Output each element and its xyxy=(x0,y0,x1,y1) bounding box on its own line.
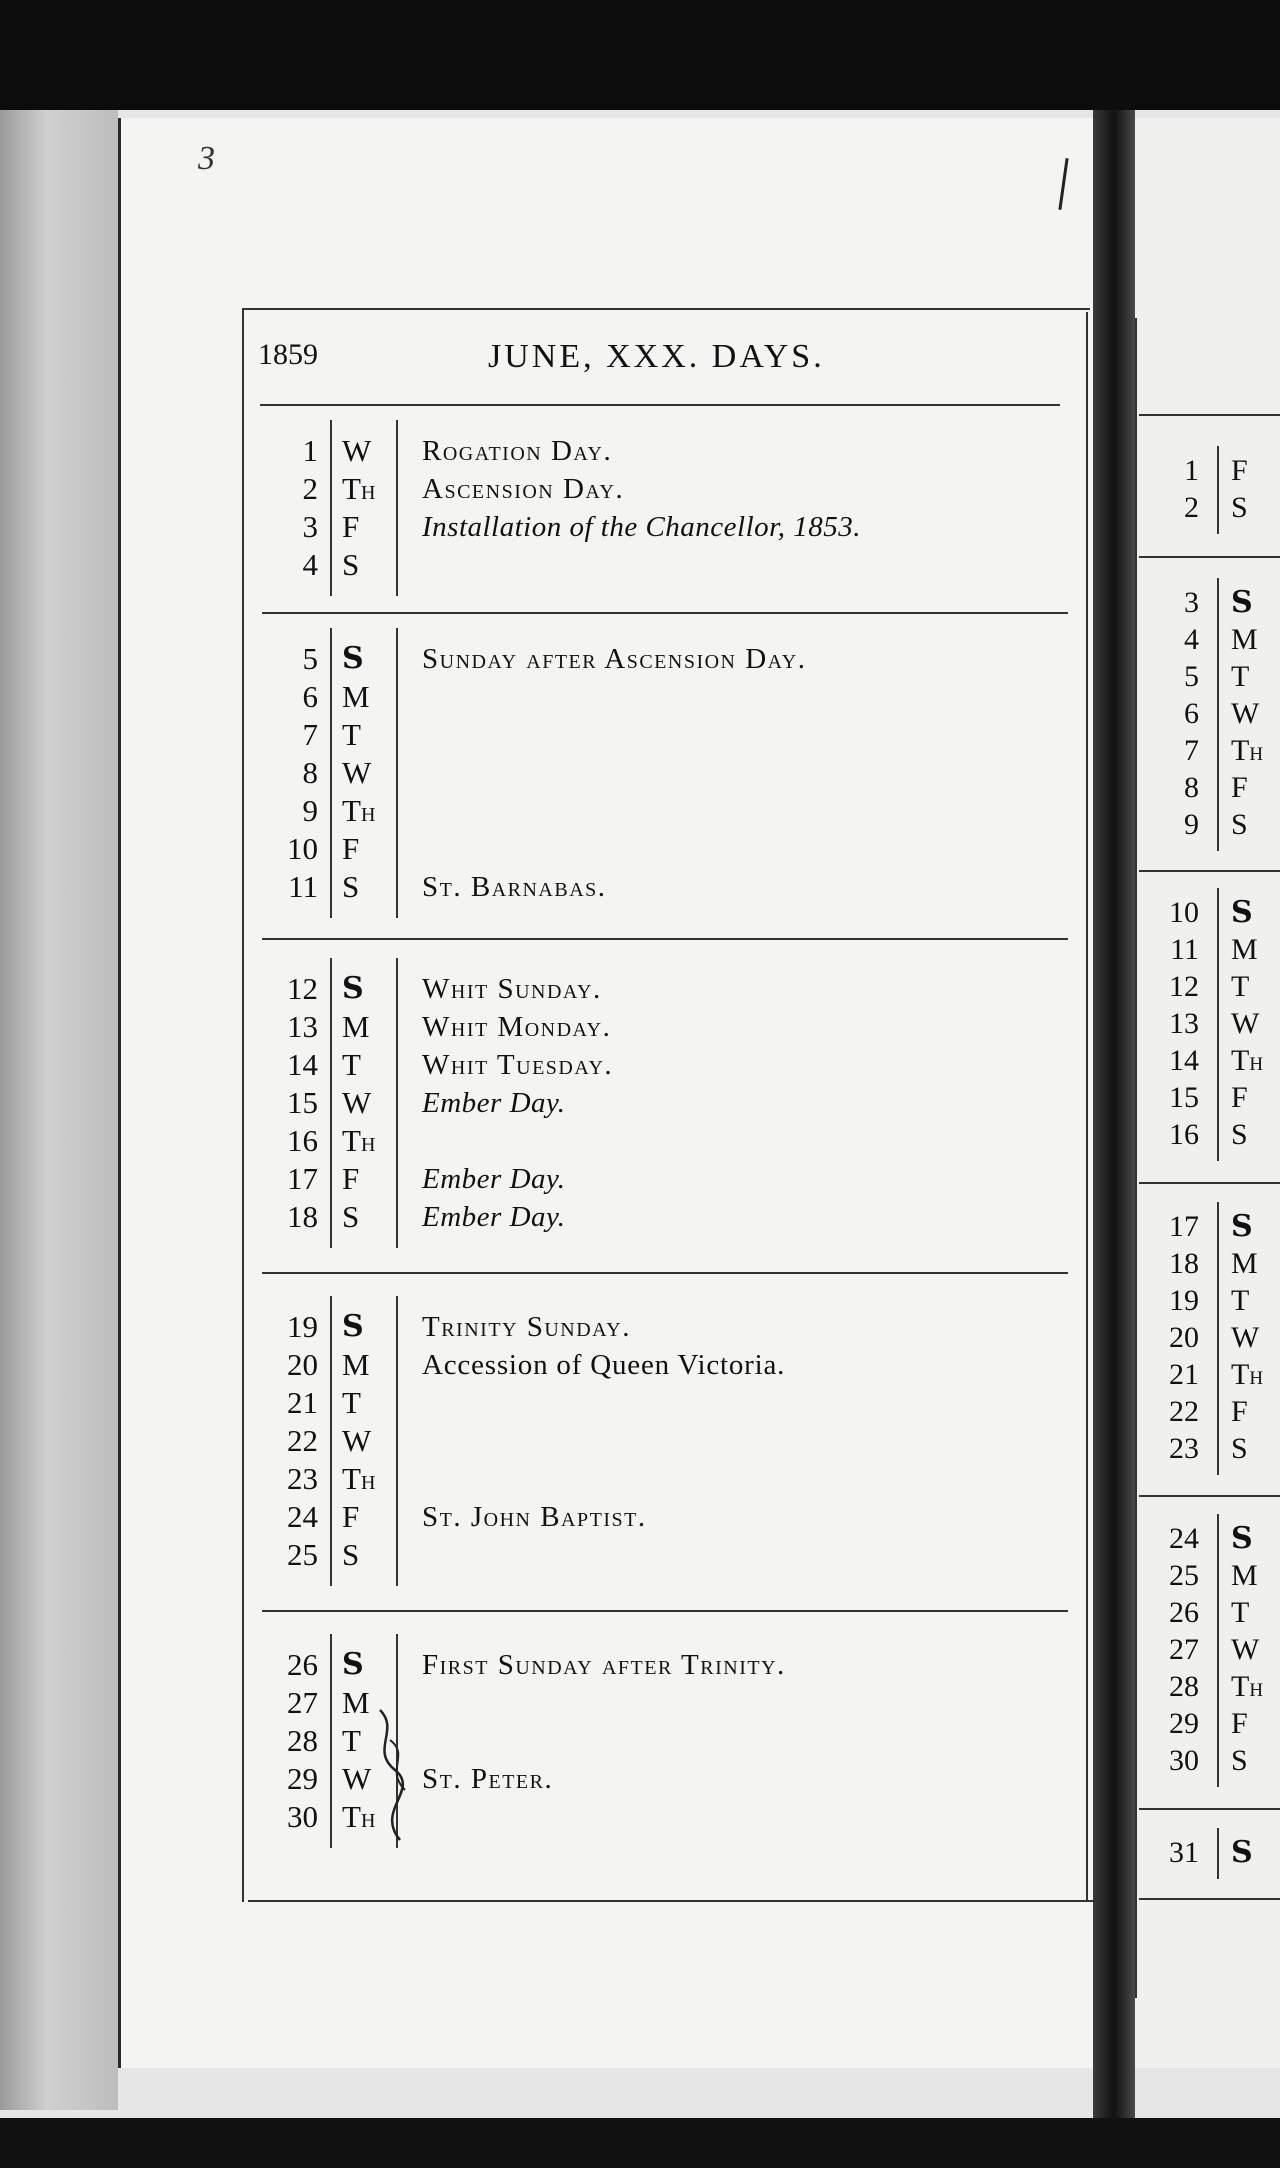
day-row xyxy=(262,1646,1068,1684)
next-page-day-row xyxy=(1135,1430,1280,1467)
day-number: 20 xyxy=(287,1347,318,1382)
day-row xyxy=(262,830,1068,868)
day-number: 8 xyxy=(1184,771,1199,804)
day-number: 5 xyxy=(302,641,318,676)
day-of-week: F xyxy=(1231,771,1248,804)
next-page-day-row xyxy=(1135,1557,1280,1594)
dow-small-cap: H xyxy=(360,804,376,826)
day-of-week: W xyxy=(342,1423,372,1458)
day-number: 25 xyxy=(287,1537,318,1572)
next-page-partial xyxy=(1135,118,1280,2068)
day-number: 24 xyxy=(1169,1522,1199,1555)
day-number: 23 xyxy=(287,1461,318,1496)
next-page-day-row xyxy=(1135,658,1280,695)
day-of-week: TH xyxy=(342,1461,376,1496)
day-of-week: S xyxy=(1231,491,1248,524)
day-row xyxy=(262,1198,1068,1236)
dow-small-cap: H xyxy=(1249,744,1264,765)
next-page-day-row xyxy=(1135,1631,1280,1668)
day-number: 23 xyxy=(1169,1432,1199,1465)
day-of-week: TH xyxy=(1231,1358,1264,1391)
next-page-day-row xyxy=(1135,1834,1280,1871)
dow-small-cap: H xyxy=(1249,1368,1264,1389)
day-of-week: T xyxy=(1231,1596,1250,1629)
day-of-week: M xyxy=(342,1009,370,1044)
next-page-day-row xyxy=(1135,1005,1280,1042)
day-observance: St. John Baptist. xyxy=(422,1501,647,1533)
day-number: 27 xyxy=(1169,1633,1199,1666)
day-number: 7 xyxy=(302,717,318,752)
day-of-week: S xyxy=(342,1537,360,1572)
handwritten-ink-mark xyxy=(360,1700,420,1850)
day-of-week: M xyxy=(1231,1559,1258,1592)
day-of-week: W xyxy=(342,755,372,790)
next-page-day-row xyxy=(1135,1393,1280,1430)
day-number: 24 xyxy=(287,1499,318,1534)
day-number: 19 xyxy=(1169,1284,1199,1317)
day-number: 25 xyxy=(1169,1559,1199,1592)
day-number: 26 xyxy=(1169,1596,1199,1629)
day-number: 6 xyxy=(1184,697,1199,730)
next-page-day-row xyxy=(1135,1356,1280,1393)
day-observance: St. Peter. xyxy=(422,1763,554,1795)
dow-small-cap: H xyxy=(360,1134,376,1156)
next-page-day-row xyxy=(1135,452,1280,489)
day-number: 5 xyxy=(1184,660,1199,693)
day-row xyxy=(262,508,1068,546)
day-number: 20 xyxy=(1169,1321,1199,1354)
next-page-day-row xyxy=(1135,695,1280,732)
day-of-week: T xyxy=(1231,970,1250,1003)
day-of-week: S xyxy=(342,1199,360,1234)
day-number: 15 xyxy=(287,1085,318,1120)
dow-small-cap: H xyxy=(360,1810,376,1832)
sunday-marker: S xyxy=(1231,1835,1253,1870)
day-of-week: W xyxy=(342,1761,372,1796)
next-page-day-row xyxy=(1135,1705,1280,1742)
day-of-week: T xyxy=(1231,660,1250,693)
day-observance: Accession of Queen Victoria. xyxy=(422,1349,786,1381)
next-page-week-separator xyxy=(1139,870,1280,872)
header-rule xyxy=(260,404,1060,406)
day-number: 6 xyxy=(302,679,318,714)
next-page-day-row xyxy=(1135,621,1280,658)
calendar-header xyxy=(258,338,1058,388)
day-observance: Ember Day. xyxy=(422,1201,566,1233)
day-observance: St. Barnabas. xyxy=(422,871,607,903)
day-of-week: F xyxy=(342,1499,360,1534)
next-page-day-row xyxy=(1135,968,1280,1005)
week-separator xyxy=(262,1610,1068,1612)
day-of-week: TH xyxy=(1231,1670,1264,1703)
week-separator xyxy=(262,938,1068,940)
day-of-week: F xyxy=(1231,1395,1248,1428)
day-number: 21 xyxy=(287,1385,318,1420)
next-page-day-row xyxy=(1135,1742,1280,1779)
sunday-marker: S xyxy=(1231,1521,1253,1556)
day-of-week: F xyxy=(342,831,360,866)
week-separator xyxy=(262,612,1068,614)
day-number: 18 xyxy=(287,1199,318,1234)
next-page-day-row xyxy=(1135,1208,1280,1245)
day-of-week: S xyxy=(342,547,360,582)
day-number: 12 xyxy=(1169,970,1199,1003)
next-page-day-row xyxy=(1135,489,1280,526)
day-row xyxy=(262,792,1068,830)
day-of-week: M xyxy=(1231,933,1258,966)
sunday-marker: S xyxy=(1231,1209,1253,1244)
day-of-week: S xyxy=(1231,1432,1248,1465)
day-of-week: T xyxy=(342,1385,361,1420)
day-row xyxy=(262,1160,1068,1198)
sunday-marker: S xyxy=(342,1647,364,1682)
day-row xyxy=(262,868,1068,906)
day-of-week: TH xyxy=(342,793,376,828)
day-of-week: TH xyxy=(342,1123,376,1158)
day-row xyxy=(262,1308,1068,1346)
day-number: 31 xyxy=(1169,1836,1199,1869)
day-observance: Ember Day. xyxy=(422,1163,566,1195)
day-of-week: W xyxy=(1231,1007,1260,1040)
day-of-week: T xyxy=(342,717,361,752)
day-of-week: T xyxy=(1231,1284,1250,1317)
day-number: 13 xyxy=(287,1009,318,1044)
day-number: 22 xyxy=(1169,1395,1199,1428)
day-row xyxy=(262,678,1068,716)
week-block xyxy=(262,420,1068,596)
day-number: 10 xyxy=(287,831,318,866)
day-number: 7 xyxy=(1184,734,1199,767)
day-number: 1 xyxy=(1184,454,1199,487)
day-of-week: W xyxy=(1231,697,1260,730)
day-row xyxy=(262,546,1068,584)
day-number: 11 xyxy=(288,869,318,904)
day-number: 2 xyxy=(302,471,318,506)
day-number: 8 xyxy=(302,755,318,790)
day-number: 19 xyxy=(287,1309,318,1344)
next-page-day-row xyxy=(1135,1594,1280,1631)
next-page-day-row xyxy=(1135,1668,1280,1705)
sunday-marker: S xyxy=(342,1309,364,1344)
next-page-week-separator xyxy=(1139,1808,1280,1810)
day-number: 3 xyxy=(302,509,318,544)
day-row xyxy=(262,1498,1068,1536)
day-number: 16 xyxy=(287,1123,318,1158)
next-page-day-row xyxy=(1135,769,1280,806)
day-number: 30 xyxy=(1169,1744,1199,1777)
day-number: 10 xyxy=(1169,896,1199,929)
year-label: 1859 xyxy=(258,338,318,371)
next-page-day-row xyxy=(1135,931,1280,968)
sunday-marker: S xyxy=(342,971,364,1006)
day-observance: Trinity Sunday. xyxy=(422,1311,631,1343)
next-page-day-row xyxy=(1135,1520,1280,1557)
next-page-week-separator xyxy=(1139,556,1280,558)
day-of-week: T xyxy=(342,1047,361,1082)
day-of-week: S xyxy=(1231,1744,1248,1777)
month-title: JUNE, XXX. DAYS. xyxy=(488,338,825,375)
day-number: 4 xyxy=(302,547,318,582)
day-row xyxy=(262,470,1068,508)
week-separator xyxy=(262,1272,1068,1274)
day-number: 9 xyxy=(302,793,318,828)
day-observance: Whit Sunday. xyxy=(422,973,602,1005)
day-number: 18 xyxy=(1169,1247,1199,1280)
next-page-day-row xyxy=(1135,584,1280,621)
day-number: 14 xyxy=(287,1047,318,1082)
day-number: 13 xyxy=(1169,1007,1199,1040)
day-number: 12 xyxy=(287,971,318,1006)
day-number: 29 xyxy=(1169,1707,1199,1740)
day-number: 17 xyxy=(1169,1210,1199,1243)
day-of-week: T xyxy=(342,1723,361,1758)
next-page-bottom-rule xyxy=(1139,1898,1280,1900)
day-number: 16 xyxy=(1169,1118,1199,1151)
day-number: 17 xyxy=(287,1161,318,1196)
week-block xyxy=(262,1296,1068,1586)
next-page-header-rule xyxy=(1139,414,1280,416)
day-observance: Sunday after Ascension Day. xyxy=(422,643,807,675)
page-edge-left xyxy=(0,110,118,2110)
day-of-week: W xyxy=(342,1085,372,1120)
day-row xyxy=(262,1460,1068,1498)
day-observance: Ember Day. xyxy=(422,1087,566,1119)
day-of-week: M xyxy=(1231,1247,1258,1280)
day-row xyxy=(262,1122,1068,1160)
day-observance: Installation of the Chancellor, 1853. xyxy=(422,511,861,543)
day-of-week: TH xyxy=(342,471,376,506)
day-of-week: TH xyxy=(1231,1044,1264,1077)
day-of-week: F xyxy=(342,1161,360,1196)
dow-small-cap: H xyxy=(360,482,376,504)
day-row xyxy=(262,1536,1068,1574)
next-page-day-row xyxy=(1135,894,1280,931)
next-page-day-row xyxy=(1135,806,1280,843)
day-number: 4 xyxy=(1184,623,1199,656)
day-number: 26 xyxy=(287,1647,318,1682)
next-page-day-row xyxy=(1135,1042,1280,1079)
day-number: 9 xyxy=(1184,808,1199,841)
frame-bottom-border xyxy=(248,1900,1098,1902)
dow-small-cap: H xyxy=(360,1472,376,1494)
day-number: 27 xyxy=(287,1685,318,1720)
day-of-week: S xyxy=(1231,808,1248,841)
week-block xyxy=(262,628,1068,918)
next-page-day-row xyxy=(1135,732,1280,769)
next-page-week-separator xyxy=(1139,1495,1280,1497)
day-number: 21 xyxy=(1169,1358,1199,1391)
day-number: 30 xyxy=(287,1799,318,1834)
day-of-week: M xyxy=(342,1685,370,1720)
next-page-day-row xyxy=(1135,1282,1280,1319)
day-number: 14 xyxy=(1169,1044,1199,1077)
day-row xyxy=(262,1346,1068,1384)
day-row xyxy=(262,1046,1068,1084)
day-of-week: F xyxy=(1231,454,1248,487)
day-observance: Whit Monday. xyxy=(422,1011,612,1043)
day-row xyxy=(262,754,1068,792)
day-of-week: TH xyxy=(342,1799,376,1834)
frame-right-border xyxy=(1086,312,1088,1900)
day-observance: Ascension Day. xyxy=(422,473,625,505)
day-of-week: S xyxy=(342,869,360,904)
day-of-week: F xyxy=(342,509,360,544)
day-number: 3 xyxy=(1184,586,1199,619)
book-gutter xyxy=(1093,110,1135,2120)
day-of-week: W xyxy=(342,433,372,468)
day-row xyxy=(262,432,1068,470)
dow-small-cap: H xyxy=(1249,1054,1264,1075)
day-number: 11 xyxy=(1170,933,1199,966)
day-of-week: W xyxy=(1231,1633,1260,1666)
day-number: 15 xyxy=(1169,1081,1199,1114)
day-of-week: W xyxy=(1231,1321,1260,1354)
day-row xyxy=(262,1084,1068,1122)
dow-small-cap: H xyxy=(1249,1680,1264,1701)
day-observance: First Sunday after Trinity. xyxy=(422,1649,786,1681)
day-of-week: M xyxy=(342,1347,370,1382)
next-page-day-row xyxy=(1135,1319,1280,1356)
day-number: 28 xyxy=(1169,1670,1199,1703)
day-of-week: F xyxy=(1231,1707,1248,1740)
sunday-marker: S xyxy=(1231,895,1253,930)
scan-bottom-edge xyxy=(0,2118,1280,2168)
day-of-week: F xyxy=(1231,1081,1248,1114)
next-page-day-row xyxy=(1135,1079,1280,1116)
day-row xyxy=(262,640,1068,678)
day-number: 28 xyxy=(287,1723,318,1758)
day-of-week: TH xyxy=(1231,734,1264,767)
day-of-week: M xyxy=(1231,623,1258,656)
day-number: 2 xyxy=(1184,491,1199,524)
next-page-week-separator xyxy=(1139,1182,1280,1184)
day-row xyxy=(262,1008,1068,1046)
day-row xyxy=(262,1384,1068,1422)
day-observance: Rogation Day. xyxy=(422,435,613,467)
next-page-day-row xyxy=(1135,1116,1280,1153)
day-row xyxy=(262,716,1068,754)
day-number: 29 xyxy=(287,1761,318,1796)
sunday-marker: S xyxy=(1231,585,1253,620)
day-number: 22 xyxy=(287,1423,318,1458)
day-number: 1 xyxy=(302,433,318,468)
sunday-marker: S xyxy=(342,641,364,676)
week-block xyxy=(262,958,1068,1248)
day-observance: Whit Tuesday. xyxy=(422,1049,614,1081)
next-page-day-row xyxy=(1135,1245,1280,1282)
day-of-week: S xyxy=(1231,1118,1248,1151)
day-row xyxy=(262,1422,1068,1460)
handwritten-page-mark: 3 xyxy=(198,140,215,177)
day-of-week: M xyxy=(342,679,370,714)
day-row xyxy=(262,970,1068,1008)
